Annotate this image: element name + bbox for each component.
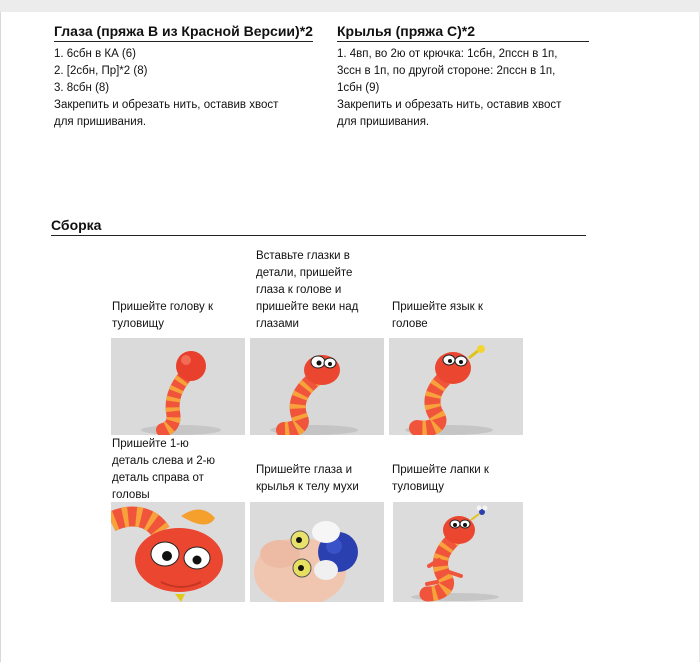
step-caption-1: Пришейте голову к туловищу (112, 301, 214, 330)
eyes-line: 2. [2сбн, Пр]*2 (8) (54, 65, 148, 77)
worm-head-closeup-image (111, 502, 245, 602)
wings-line: 1сбн (9) (337, 82, 380, 94)
step-photo-5 (250, 502, 384, 602)
wings-instructions (337, 46, 561, 131)
wings-line: 3ссн в 1п, по другой стороне: 2пссн в 1п, (337, 65, 556, 77)
eyes-line: 1. 6сбн в КА (6) (54, 48, 136, 60)
worm-with-eyes-image (250, 338, 384, 435)
step-caption-6: Пришейте лапки к туловищу (392, 464, 489, 493)
step-caption-5: Пришейте глаза и крылья к телу мухи (256, 464, 359, 493)
eyes-heading: Глаза (пряжа В из Красной Версии)*2 (54, 22, 313, 42)
finished-worm-image (393, 502, 523, 602)
step-photo-4 (111, 502, 245, 602)
step-caption-4: Пришейте 1-ю деталь слева и 2-ю деталь справа от головы (112, 438, 216, 501)
wings-line: Закрепить и обрезать нить, оставив хвост (337, 99, 562, 111)
page-left-edge (0, 12, 1, 662)
fly-in-hand-image (250, 502, 384, 602)
eyes-line: Закрепить и обрезать нить, оставив хвост (54, 99, 279, 111)
wings-heading: Крылья (пряжа С)*2 (337, 22, 589, 42)
step-photo-2 (250, 338, 384, 435)
wings-line: для пришивания. (337, 116, 430, 128)
eyes-instructions (54, 46, 278, 131)
worm-body-head-image (111, 338, 245, 435)
step-photo-6 (393, 502, 523, 602)
eyes-line: для пришивания. (54, 116, 147, 128)
top-band (0, 0, 700, 12)
worm-with-tongue-image (389, 338, 523, 435)
step-caption-3: Пришейте язык к голове (392, 301, 483, 330)
step-photo-1 (111, 338, 245, 435)
step-photo-3 (389, 338, 523, 435)
wings-line: 1. 4вп, во 2ю от крючка: 1сбн, 2пссн в 1п, (337, 48, 558, 60)
eyes-line: 3. 8сбн (8) (54, 82, 110, 94)
step-caption-2: Вставьте глазки в детали, пришейте глаза к голове и пришейте веки над глазами (256, 250, 359, 330)
assembly-heading: Сборка (51, 216, 586, 236)
